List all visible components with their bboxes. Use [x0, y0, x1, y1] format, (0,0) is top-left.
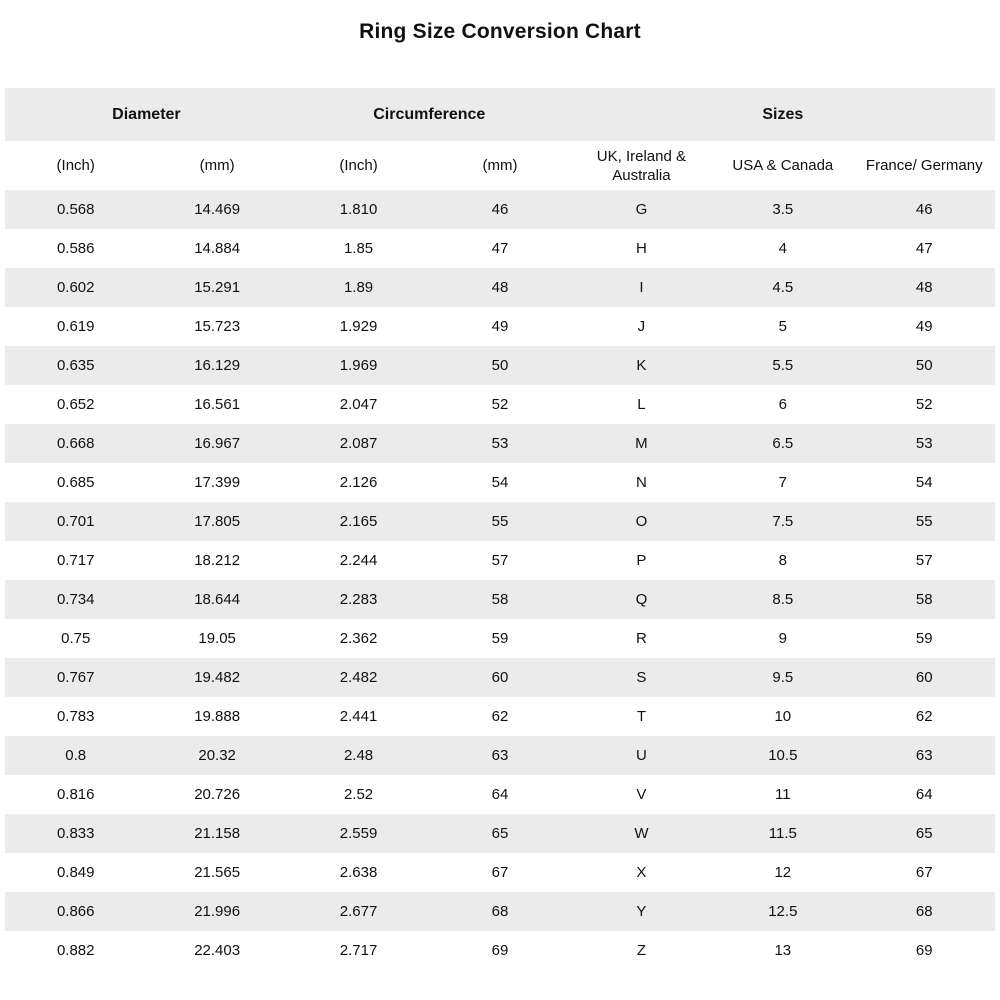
table-cell: 9 — [712, 619, 853, 658]
table-row — [5, 385, 995, 424]
table-cell: 17.805 — [146, 502, 287, 541]
table-cell: Y — [571, 892, 712, 931]
table-cell: M — [571, 424, 712, 463]
table-cell: 0.717 — [5, 541, 146, 580]
column-header-circumference-mm: (mm) — [429, 141, 570, 190]
table-cell: O — [571, 502, 712, 541]
table-cell: 0.668 — [5, 424, 146, 463]
table-cell: L — [571, 385, 712, 424]
header-column-row — [5, 141, 995, 190]
table-cell: 2.165 — [288, 502, 429, 541]
table-cell: 4.5 — [712, 268, 853, 307]
table-cell: 47 — [429, 229, 570, 268]
table-cell: X — [571, 853, 712, 892]
table-cell: 58 — [429, 580, 570, 619]
table-cell: 0.882 — [5, 931, 146, 970]
table-cell: 63 — [854, 736, 995, 775]
table-cell: 50 — [429, 346, 570, 385]
table-cell: 11 — [712, 775, 853, 814]
column-header-diameter-mm: (mm) — [146, 141, 287, 190]
table-cell: 0.783 — [5, 697, 146, 736]
table-cell: P — [571, 541, 712, 580]
table-cell: 2.441 — [288, 697, 429, 736]
column-header-circumference-inch: (Inch) — [288, 141, 429, 190]
table-cell: R — [571, 619, 712, 658]
table-cell: 0.8 — [5, 736, 146, 775]
table-cell: 19.888 — [146, 697, 287, 736]
table-cell: 9.5 — [712, 658, 853, 697]
table-cell: 0.619 — [5, 307, 146, 346]
table-row — [5, 541, 995, 580]
table-cell: G — [571, 190, 712, 229]
table-cell: 6 — [712, 385, 853, 424]
table-cell: 68 — [429, 892, 570, 931]
table-cell: 3.5 — [712, 190, 853, 229]
column-header-usa-canada: USA & Canada — [712, 141, 853, 190]
table-cell: 20.726 — [146, 775, 287, 814]
table-cell: 69 — [854, 931, 995, 970]
table-cell: 2.047 — [288, 385, 429, 424]
table-cell: 2.677 — [288, 892, 429, 931]
table-cell: 65 — [429, 814, 570, 853]
table-cell: 64 — [429, 775, 570, 814]
table-cell: 0.767 — [5, 658, 146, 697]
table-cell: 18.644 — [146, 580, 287, 619]
header-group-sizes: Sizes — [571, 88, 995, 141]
table-cell: 21.565 — [146, 853, 287, 892]
table-cell: 2.362 — [288, 619, 429, 658]
column-header-france-germany: France/ Germany — [854, 141, 995, 190]
header-group-diameter: Diameter — [5, 88, 288, 141]
table-cell: 53 — [429, 424, 570, 463]
table-cell: 22.403 — [146, 931, 287, 970]
table-cell: 0.833 — [5, 814, 146, 853]
table-row — [5, 229, 995, 268]
table-cell: 14.469 — [146, 190, 287, 229]
table-cell: 17.399 — [146, 463, 287, 502]
table-cell: 16.967 — [146, 424, 287, 463]
table-cell: I — [571, 268, 712, 307]
table-cell: 19.05 — [146, 619, 287, 658]
table-cell: 0.652 — [5, 385, 146, 424]
table-cell: 1.89 — [288, 268, 429, 307]
table-cell: Z — [571, 931, 712, 970]
table-cell: 15.723 — [146, 307, 287, 346]
column-header-diameter-inch: (Inch) — [5, 141, 146, 190]
table-cell: 10 — [712, 697, 853, 736]
table-row — [5, 424, 995, 463]
table-cell: N — [571, 463, 712, 502]
table-cell: 2.087 — [288, 424, 429, 463]
table-row — [5, 580, 995, 619]
table-row — [5, 853, 995, 892]
table-cell: 46 — [854, 190, 995, 229]
table-cell: V — [571, 775, 712, 814]
table-cell: 18.212 — [146, 541, 287, 580]
table-cell: 57 — [429, 541, 570, 580]
table-cell: 62 — [854, 697, 995, 736]
table-cell: 2.638 — [288, 853, 429, 892]
table-cell: 2.52 — [288, 775, 429, 814]
table-row — [5, 502, 995, 541]
table-cell: 48 — [854, 268, 995, 307]
table-cell: 55 — [429, 502, 570, 541]
table-cell: 5 — [712, 307, 853, 346]
table-row — [5, 307, 995, 346]
table-cell: 58 — [854, 580, 995, 619]
table-cell: 6.5 — [712, 424, 853, 463]
table-cell: 0.816 — [5, 775, 146, 814]
table-cell: 48 — [429, 268, 570, 307]
table-cell: 0.75 — [5, 619, 146, 658]
ring-size-conversion-table — [5, 88, 995, 970]
table-cell: 0.701 — [5, 502, 146, 541]
header-group-row — [5, 88, 995, 141]
table-cell: 0.849 — [5, 853, 146, 892]
page-title: Ring Size Conversion Chart — [359, 20, 641, 43]
table-cell: 63 — [429, 736, 570, 775]
table-cell: 10.5 — [712, 736, 853, 775]
table-cell: 14.884 — [146, 229, 287, 268]
table-cell: 1.85 — [288, 229, 429, 268]
table-cell: 65 — [854, 814, 995, 853]
table-cell: 2.283 — [288, 580, 429, 619]
table-cell: 69 — [429, 931, 570, 970]
table-cell: 59 — [854, 619, 995, 658]
table-cell: H — [571, 229, 712, 268]
table-row — [5, 190, 995, 229]
table-cell: 12.5 — [712, 892, 853, 931]
table-cell: 7 — [712, 463, 853, 502]
table-cell: 1.810 — [288, 190, 429, 229]
table-cell: 21.158 — [146, 814, 287, 853]
column-header-uk-ireland-australia: UK, Ireland & Australia — [571, 141, 712, 190]
table-cell: 60 — [854, 658, 995, 697]
table-cell: 68 — [854, 892, 995, 931]
table-cell: W — [571, 814, 712, 853]
table-cell: K — [571, 346, 712, 385]
header-group-circumference: Circumference — [288, 88, 571, 141]
table-cell: 57 — [854, 541, 995, 580]
table-cell: 1.929 — [288, 307, 429, 346]
table-cell: 2.48 — [288, 736, 429, 775]
table-cell: 12 — [712, 853, 853, 892]
table-cell: 8.5 — [712, 580, 853, 619]
table-cell: 49 — [854, 307, 995, 346]
table-body — [5, 190, 995, 970]
table-cell: 0.568 — [5, 190, 146, 229]
table-cell: 67 — [429, 853, 570, 892]
table-cell: 64 — [854, 775, 995, 814]
table-cell: 53 — [854, 424, 995, 463]
table-row — [5, 268, 995, 307]
table-cell: 11.5 — [712, 814, 853, 853]
table-row — [5, 697, 995, 736]
table-cell: U — [571, 736, 712, 775]
table-cell: 2.559 — [288, 814, 429, 853]
table-cell: T — [571, 697, 712, 736]
table-cell: 2.717 — [288, 931, 429, 970]
table-row — [5, 931, 995, 970]
table-row — [5, 619, 995, 658]
table-cell: 46 — [429, 190, 570, 229]
table-cell: 16.561 — [146, 385, 287, 424]
table-cell: 15.291 — [146, 268, 287, 307]
table-cell: 47 — [854, 229, 995, 268]
table-cell: 62 — [429, 697, 570, 736]
table-cell: 1.969 — [288, 346, 429, 385]
table-cell: 60 — [429, 658, 570, 697]
table-row — [5, 736, 995, 775]
table-cell: 67 — [854, 853, 995, 892]
table-cell: 5.5 — [712, 346, 853, 385]
table-cell: 54 — [854, 463, 995, 502]
table-row — [5, 463, 995, 502]
table-cell: 2.126 — [288, 463, 429, 502]
table-cell: 50 — [854, 346, 995, 385]
table-cell: 52 — [854, 385, 995, 424]
table-cell: 54 — [429, 463, 570, 502]
table-cell: 16.129 — [146, 346, 287, 385]
table-header — [5, 88, 995, 190]
table-cell: 0.866 — [5, 892, 146, 931]
table-cell: 52 — [429, 385, 570, 424]
table-cell: 2.244 — [288, 541, 429, 580]
table-cell: 7.5 — [712, 502, 853, 541]
table-cell: 0.586 — [5, 229, 146, 268]
table-cell: 55 — [854, 502, 995, 541]
table-cell: J — [571, 307, 712, 346]
table-cell: 19.482 — [146, 658, 287, 697]
table-cell: 0.685 — [5, 463, 146, 502]
table-cell: 8 — [712, 541, 853, 580]
table-cell: 0.734 — [5, 580, 146, 619]
table-row — [5, 775, 995, 814]
table-cell: 0.602 — [5, 268, 146, 307]
table-row — [5, 658, 995, 697]
table-row — [5, 346, 995, 385]
table-cell: 13 — [712, 931, 853, 970]
table-cell: 0.635 — [5, 346, 146, 385]
table-cell: S — [571, 658, 712, 697]
table-cell: 49 — [429, 307, 570, 346]
table-cell: 59 — [429, 619, 570, 658]
table-cell: 2.482 — [288, 658, 429, 697]
table-cell: Q — [571, 580, 712, 619]
table-cell: 4 — [712, 229, 853, 268]
table-cell: 20.32 — [146, 736, 287, 775]
table-row — [5, 814, 995, 853]
table-cell: 21.996 — [146, 892, 287, 931]
table-row — [5, 892, 995, 931]
